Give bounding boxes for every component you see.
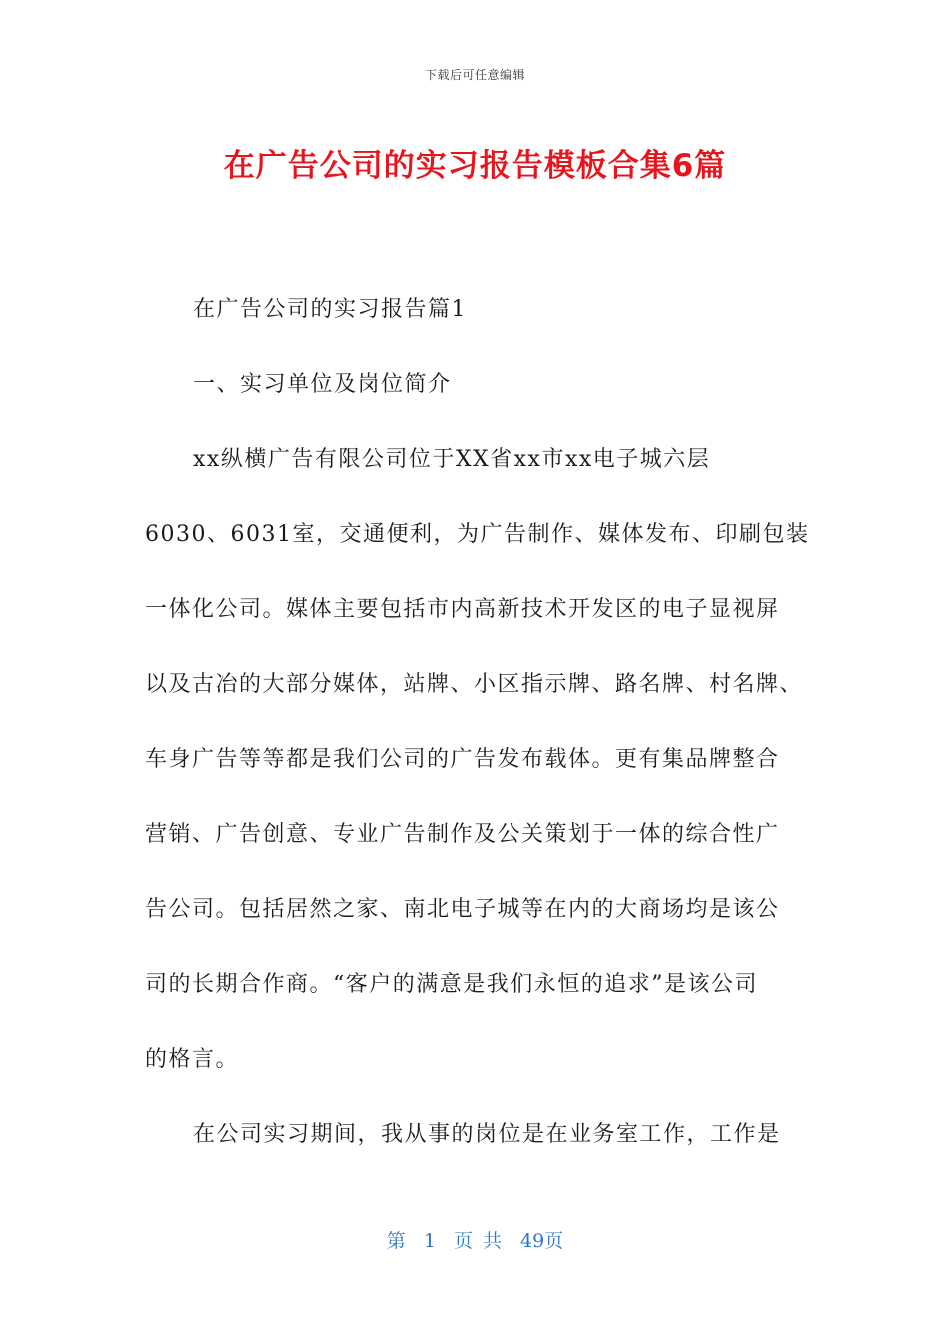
document-title: 在广告公司的实习报告模板合集6篇 [223,148,727,184]
footer-label-of: 页 共 [453,1230,502,1252]
paragraph-line: xx纵横广告有限公司位于XX省xx市xx电子城六层 [193,447,711,472]
page-footer [0,1226,950,1253]
paragraph-line: 一体化公司。媒体主要包括市内高新技术开发区的电子显视屏 [145,597,780,622]
footer-total-pages: 49页 [520,1230,564,1252]
paragraph-line: 以及古冶的大部分媒体，站牌、小区指示牌、路名牌、村名牌、 [145,672,804,697]
paragraph-line: 在公司实习期间，我从事的岗位是在业务室工作，工作是 [193,1122,781,1147]
footer-label-page: 第 [386,1230,406,1252]
section-heading: 在广告公司的实习报告篇1 [193,297,467,322]
document-body [145,272,810,1172]
paragraph-line: 的格言。 [145,1047,240,1072]
paragraph-line: 告公司。包括居然之家、南北电子城等在内的大商场均是该公 [145,897,780,922]
footer-current-page: 1 [423,1230,436,1252]
paragraph-line: 车身广告等等都是我们公司的广告发布载体。更有集品牌整合 [145,747,780,772]
header-note: 下载后可任意编辑 [424,68,525,82]
paragraph-line: 司的长期合作商。“客户的满意是我们永恒的追求”是该公司 [145,972,758,997]
paragraph-line: 营销、广告创意、专业广告制作及公关策划于一体的综合性广 [145,822,780,847]
subsection-heading: 一、实习单位及岗位简介 [193,372,452,397]
paragraph-line: 6030、6031室，交通便利，为广告制作、媒体发布、印刷包装 [145,522,810,547]
